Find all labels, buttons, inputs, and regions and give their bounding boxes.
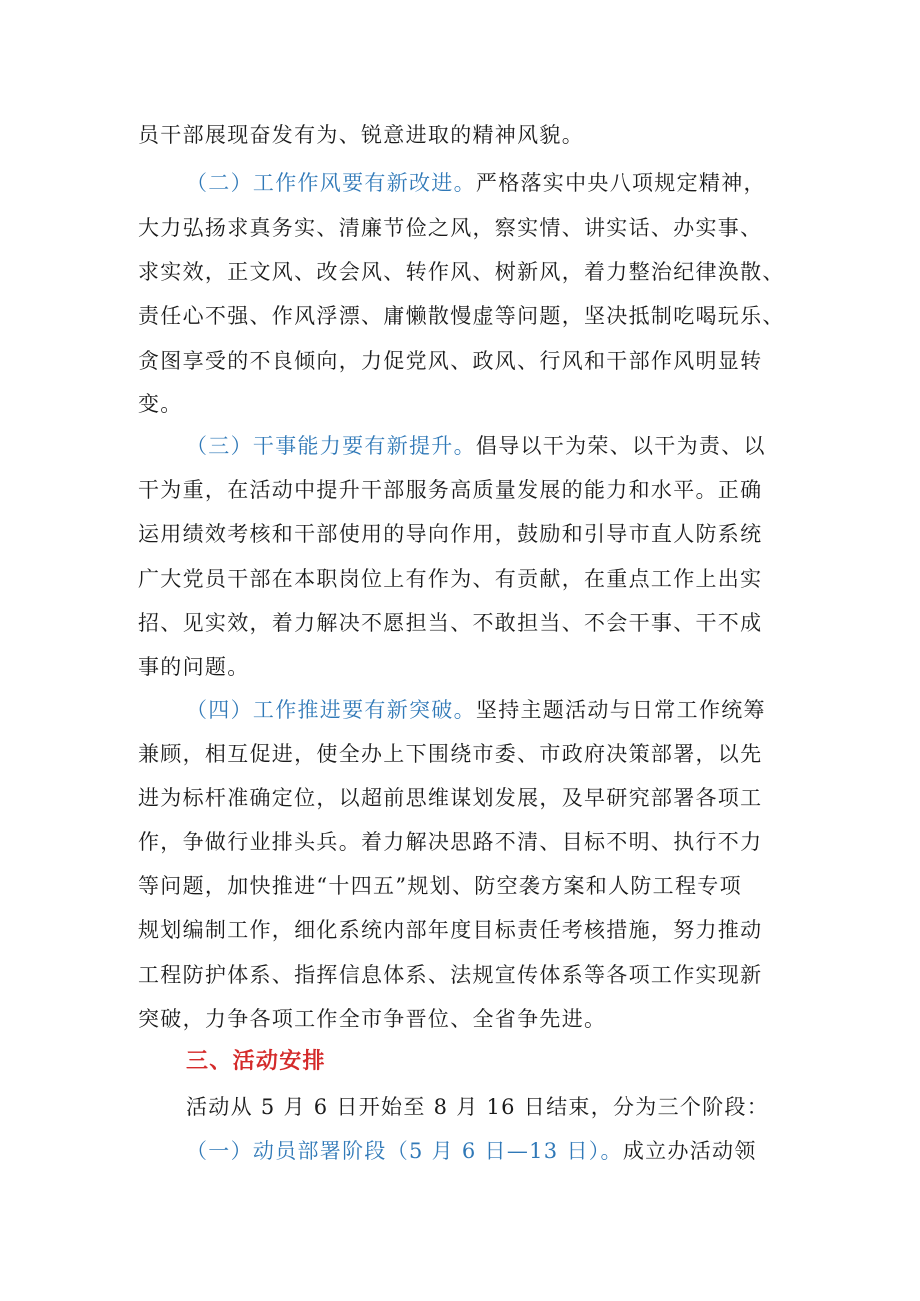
text-line-6: 贪图享受的不良倾向，力促党风、政风、行风和干部作风明显转	[138, 349, 763, 373]
text-line-17: 作，争做行业排头兵。着力解决思路不清、目标不明、执行不力	[138, 830, 763, 854]
subheading-3: （三）干事能力要有新提升。	[186, 434, 476, 458]
text-line-19: 规划编制工作，细化系统内部年度目标责任考核措施，努力推动	[138, 918, 763, 942]
text-line-21: 突破，力争各项工作全市争晋位、全省争先进。	[138, 1007, 607, 1031]
text-line-23: （一）动员部署阶段（5 月 6 日—13 日）。成立办活动领	[186, 1139, 757, 1163]
section-heading: 三、活动安排	[186, 1049, 326, 1074]
text-line-8: （三）干事能力要有新提升。倡导以干为荣、以干为责、以	[186, 434, 766, 458]
text-line-16: 进为标杆准确定位，以超前思维谋划发展，及早研究部署各项工	[138, 786, 763, 810]
text-line-3: 大力弘扬求真务实、清廉节俭之风，察实情、讲实话、办实事、	[138, 216, 763, 240]
text-line-5: 责任心不强、作风浮漂、庸懒散慢虚等问题，坚决抵制吃喝玩乐、	[138, 304, 785, 328]
text-line-12: 招、见实效，着力解决不愿担当、不敢担当、不会干事、干不成	[138, 611, 763, 635]
text-line-20: 工程防护体系、指挥信息体系、法规宣传体系等各项工作实现新	[138, 963, 763, 987]
text-line-22: 活动从 5 月 6 日开始至 8 月 16 日结束，分为三个阶段：	[186, 1095, 770, 1119]
text-line-9: 干为重，在活动中提升干部服务高质量发展的能力和水平。正确	[138, 478, 763, 502]
subheading-stage-1: （一）动员部署阶段（5 月 6 日—13 日）。	[186, 1139, 623, 1163]
text-line-1: 员干部展现奋发有为、锐意进取的精神风貌。	[138, 123, 584, 147]
text-line-7: 变。	[138, 392, 183, 416]
text-line-13: 事的问题。	[138, 655, 250, 679]
text-line-10: 运用绩效考核和干部使用的导向作用，鼓励和引导市直人防系统	[138, 522, 763, 546]
text-line-4: 求实效，正文风、改会风、转作风、树新风，着力整治纪律涣散、	[138, 260, 785, 284]
text-line-2: （二）工作作风要有新改进。严格落实中央八项规定精神，	[186, 171, 766, 195]
text-line-15: 兼顾，相互促进，使全办上下围绕市委、市政府决策部署，以先	[138, 742, 763, 766]
text-line-18: 等问题，加快推进“十四五”规划、防空袭方案和人防工程专项	[138, 874, 742, 898]
subheading-4: （四）工作推进要有新突破。	[186, 698, 476, 722]
subheading-2: （二）工作作风要有新改进。	[186, 171, 476, 195]
text-line-14: （四）工作推进要有新突破。坚持主题活动与日常工作统筹	[186, 698, 766, 722]
text-line-11: 广大党员干部在本职岗位上有作为、有贡献，在重点工作上出实	[138, 567, 763, 591]
